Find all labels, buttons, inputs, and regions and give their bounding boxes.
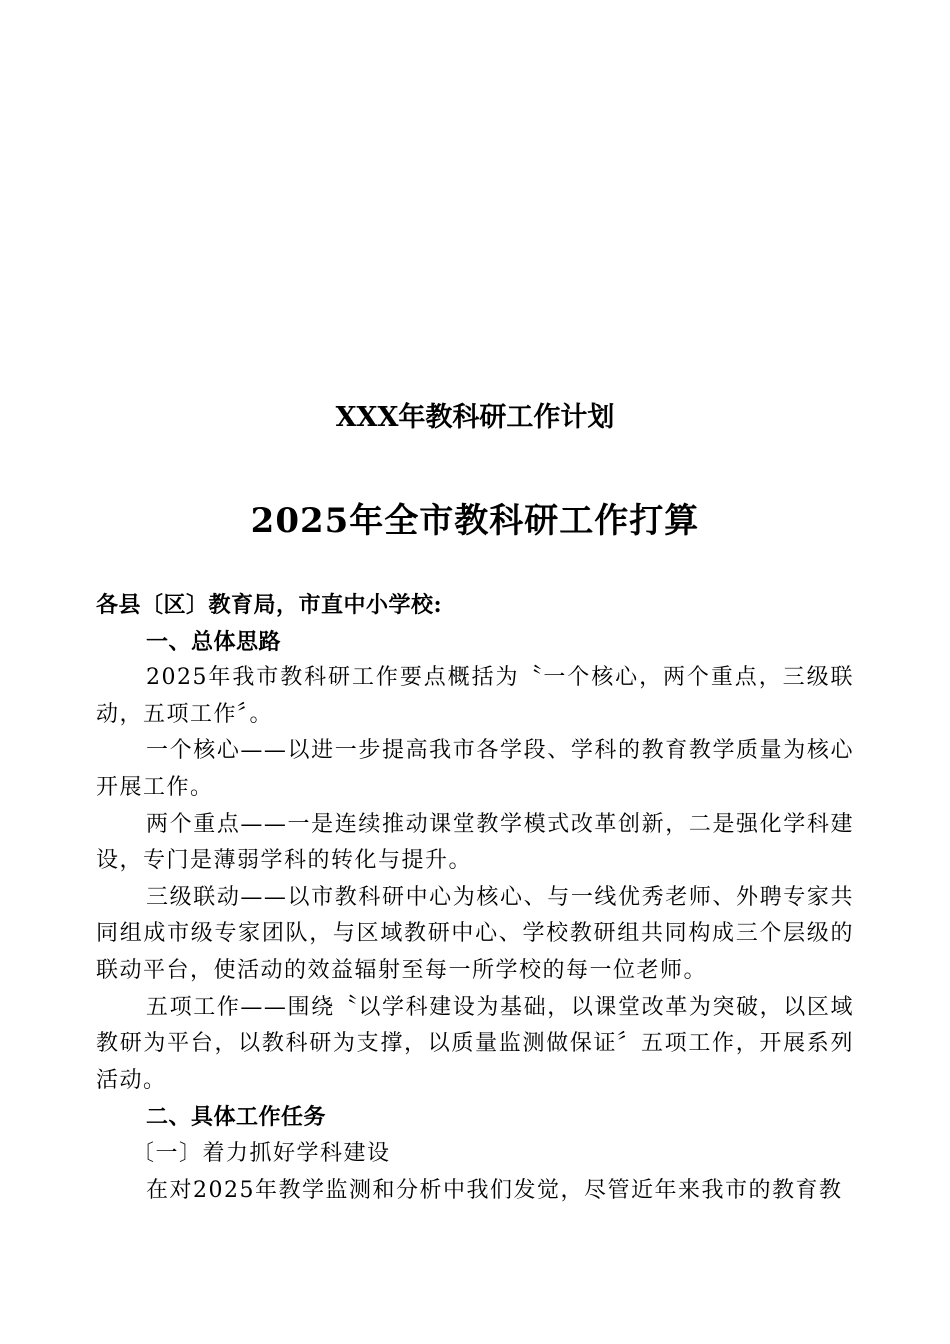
document-body <box>96 587 854 1209</box>
document-title: XXX年教科研工作计划 <box>335 402 615 433</box>
paragraph: 五项工作——围绕〝以学科建设为基础，以课堂改革为突破，以区域教研为平台，以教科研为支撑，以质量监测做保证〞五项工作，开展系列活动。 <box>96 994 854 1093</box>
paragraph: 三级联动——以市教科研中心为核心、与一线优秀老师、外聘专家共同组成市级专家团队，与区域教研中心、学校教研组共同构成三个层级的联动平台，使活动的效益辐射至每一所学校的每一位老师。 <box>96 884 854 983</box>
paragraph: 两个重点——一是连续推动课堂教学模式改革创新，二是强化学科建设，专门是薄弱学科的转化与提升。 <box>96 811 854 874</box>
paragraph: 2025年我市教科研工作要点概括为〝一个核心，两个重点，三级联动，五项工作〞。 <box>96 665 854 727</box>
section-heading-specific-tasks: 二、具体工作任务 <box>146 1104 327 1131</box>
paragraph: 一个核心——以进一步提高我市各学段、学科的教育教学质量为核心开展工作。 <box>96 738 854 800</box>
salutation: 各县〔区〕教育局，市直中小学校: <box>96 592 443 618</box>
paragraph: 在对2025年教学监测和分析中我们发觉，尽管近年来我市的教育教 <box>146 1177 843 1203</box>
section-heading-overall-approach: 一、总体思路 <box>146 628 282 655</box>
main-title: 2025年全市教科研工作打算 <box>250 501 700 541</box>
subsection-heading: 〔一〕着力抓好学科建设 <box>132 1140 391 1166</box>
